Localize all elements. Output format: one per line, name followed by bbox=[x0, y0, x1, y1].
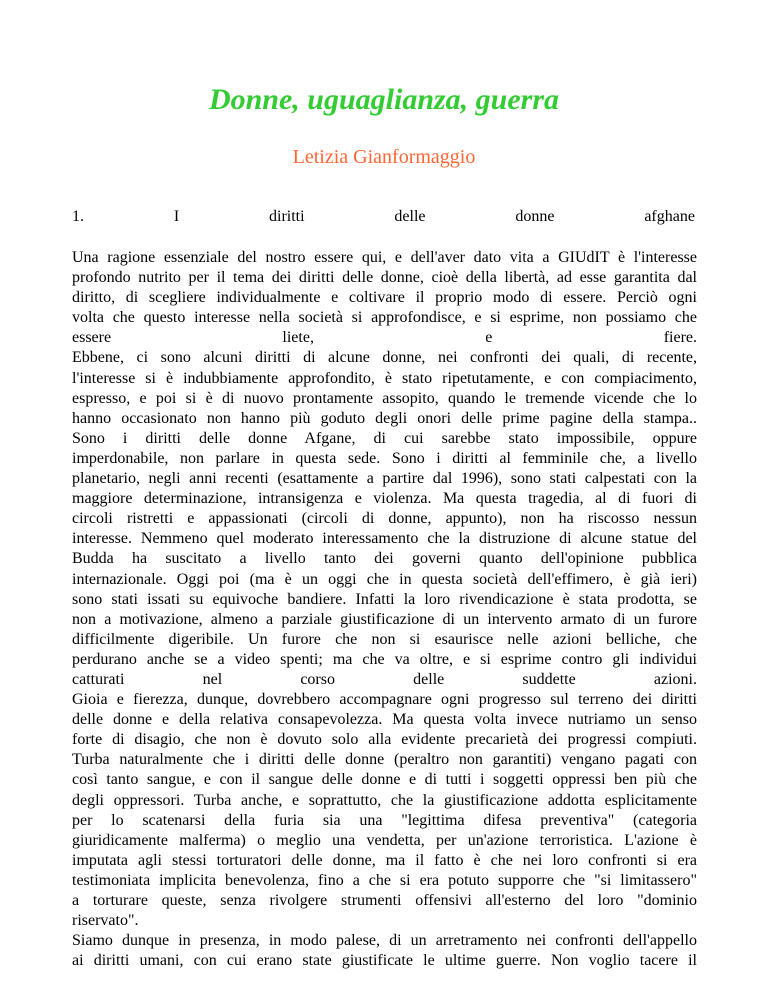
text-line: imputata agli stessi torturatori delle donne, ma il fatto è che nei loro confronti si era bbox=[72, 851, 697, 869]
text-line: così tanto sangue, e con il sangue delle donne e di tutti i soggetti oppressi ben più che bbox=[72, 771, 697, 789]
section-heading-word: delle bbox=[394, 208, 426, 225]
text-word: e bbox=[485, 329, 493, 347]
text-line: perdurano anche se a video spenti; ma che va oltre, e si esprime contro gli individui bbox=[72, 650, 697, 668]
text-line: a torturare queste, senza rivolgere strumenti offensivi all'esterno del loro "dominio bbox=[72, 892, 697, 909]
text-line: Sono i diritti delle donne Afgane, di cui sarebbe stato impossibile, oppure bbox=[72, 429, 697, 447]
text-line: Budda ha suscitato a livello tanto dei governi quanto dell'opinione pubblica bbox=[72, 550, 697, 568]
text-line: sono stati issati su equivoche bandiere. Infatti la loro rivendicazione è stata prodotta, se bbox=[72, 590, 697, 608]
text-line: difficilmente digeribile. Un furore che non si esaurisce nelle azioni belliche, che bbox=[72, 630, 697, 648]
section-heading-word: donne bbox=[515, 208, 555, 225]
text-line: testimoniata implicita benevolenza, fino a che si era potuto supporre che "si limitassero" bbox=[72, 871, 697, 889]
text-line: espresso, e poi si è di nuovo prontamente assopito, quando le tremende vicende che lo bbox=[72, 389, 697, 407]
spread-text-line bbox=[72, 670, 697, 690]
document-author: Letizia Gianformaggio bbox=[292, 146, 476, 168]
text-line: non a motivazione, almeno a parziale giustificazione di un intervento armato di un furore bbox=[72, 610, 697, 628]
text-word: suddette bbox=[522, 670, 576, 688]
text-line: riservato". bbox=[72, 912, 139, 930]
text-line: maggiore determinazione, intransigenza e violenza. Ma questa tragedia, al di fuori di bbox=[72, 490, 697, 508]
text-word: essere bbox=[72, 329, 112, 347]
text-line: Una ragione essenziale del nostro essere qui, e dell'aver dato vita a GIUdIT è l'interesse bbox=[72, 249, 697, 266]
section-heading bbox=[72, 207, 695, 227]
section-heading-word: I bbox=[173, 208, 180, 225]
spread-text-line bbox=[72, 328, 697, 348]
text-line: imperdonabile, non parlare in questa sede. Sono i diritti al femminile che, a livello bbox=[72, 449, 697, 467]
text-line: delle donne e della relativa consapevolezza. Ma questa volta invece nutriamo un senso bbox=[72, 711, 697, 729]
text-word: catturati bbox=[72, 670, 125, 688]
text-word: nel bbox=[202, 670, 223, 688]
text-line: internazionale. Oggi poi (ma è un oggi che in questa società dell'effimero, è già ieri) bbox=[72, 570, 697, 588]
text-line: degli oppressori. Turba anche, e soprattutto, che la giustificazione addotta esplicitamente bbox=[72, 791, 697, 809]
section-heading-word: diritti bbox=[269, 208, 305, 225]
section-heading-word: afghane bbox=[644, 208, 695, 225]
text-line: forte di disagio, che non è dovuto solo alla evidente precarietà dei progressi compiuti. bbox=[72, 731, 697, 749]
section-number: 1. bbox=[72, 208, 84, 225]
text-line: Turba naturalmente che i diritti delle donne (peraltro non garantiti) vengano pagati con bbox=[72, 751, 697, 769]
text-word: corso bbox=[300, 670, 335, 688]
text-word: delle bbox=[413, 670, 445, 688]
text-line: Gioia e fierezza, dunque, dovrebbero accompagnare ogni progresso sul terreno dei diritti bbox=[72, 691, 697, 709]
text-line: giuridicamente malferma) o meglio una vendetta, per un'azione terroristica. L'azione è bbox=[72, 831, 697, 849]
text-line: Ebbene, ci sono alcuni diritti di alcune donne, nei confronti dei quali, di recente, bbox=[72, 349, 697, 367]
text-line: planetario, negli anni recenti (esattamente a partire dal 1996), sono stati calpestati con la bbox=[72, 470, 697, 488]
text-line: Siamo dunque in presenza, in modo palese, di un arretramento nei confronti dell'appello bbox=[72, 932, 697, 950]
text-word: azioni. bbox=[653, 670, 697, 688]
text-line: interesse. Nemmeno quel moderato interessamento che la distruzione di alcune statue del bbox=[72, 530, 697, 548]
text-word: fiere. bbox=[663, 329, 697, 347]
body-text bbox=[72, 248, 697, 971]
text-line: l'interesse si è indubbiamente approfondito, è stato ripetutamente, e con compiacimento, bbox=[72, 369, 697, 387]
text-line: hanno occasionato non hanno più goduto degli onori delle prime pagine della stampa.. bbox=[72, 409, 697, 427]
text-line: per lo scatenarsi della furia sia una "legittima difesa preventiva" (categoria bbox=[72, 811, 697, 829]
text-word: liete, bbox=[282, 329, 314, 347]
text-line: volta che questo interesse nella società si approfondisce, e si esprime, non possiamo che bbox=[72, 309, 697, 327]
text-line: profondo nutrito per il tema dei diritti delle donne, cioè della libertà, ad esse garantita dal bbox=[72, 269, 697, 287]
text-line: circoli ristretti e appassionati (circoli di donne, appunto), non ha riscosso nessun bbox=[72, 510, 697, 528]
document-title: Donne, uguaglianza, guerra bbox=[208, 83, 560, 116]
text-line: ai diritti umani, con cui erano state giustificate le ultime guerre. Non voglio tacere il bbox=[72, 952, 697, 970]
text-line: diritto, di scegliere individualmente e coltivare il proprio modo di essere. Perciò ogni bbox=[72, 289, 697, 307]
